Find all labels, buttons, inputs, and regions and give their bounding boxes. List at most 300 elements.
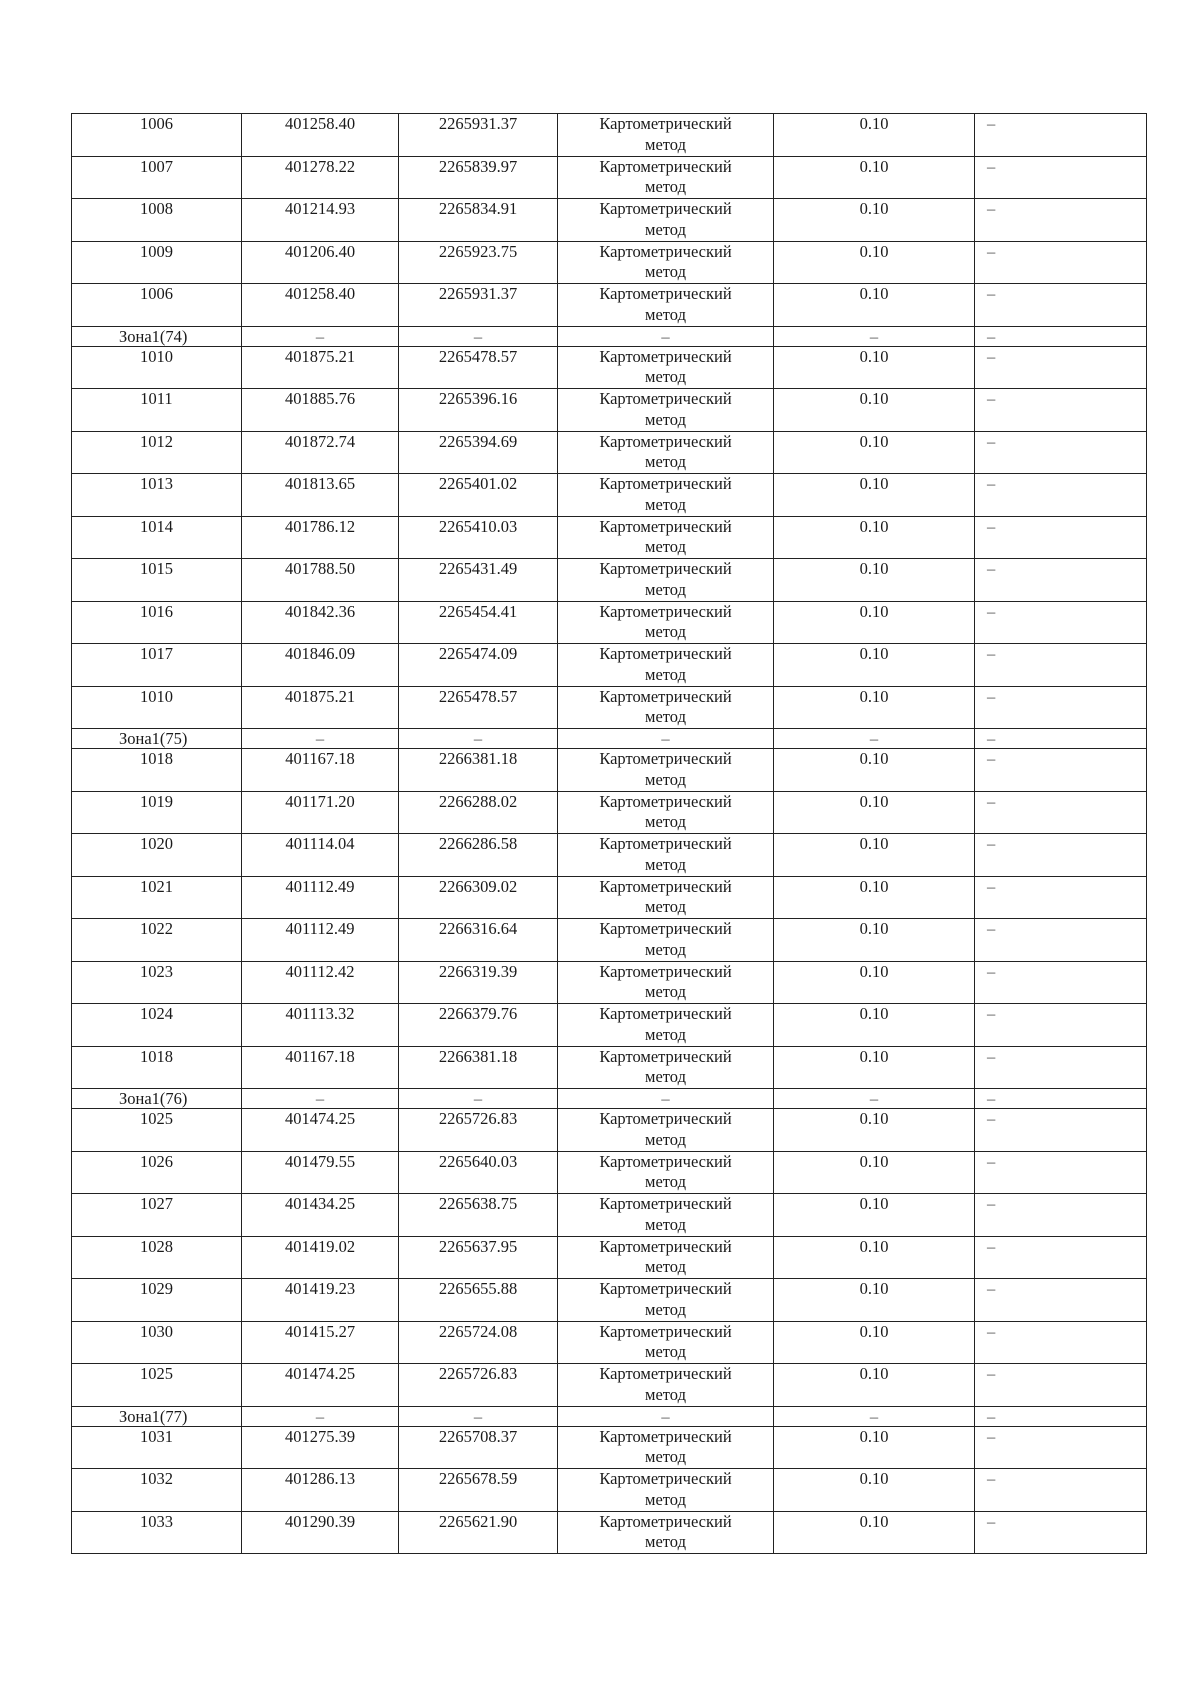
point-id-cell: 1029 <box>72 1279 242 1322</box>
point-id-cell: 1021 <box>72 876 242 919</box>
accuracy-cell: 0.10 <box>774 431 975 474</box>
y-coordinate-cell: 2265621.90 <box>399 1511 558 1554</box>
accuracy-cell: 0.10 <box>774 474 975 517</box>
method-line-1: Картометрический <box>599 791 732 811</box>
y-coordinate-cell: 2266316.64 <box>399 919 558 962</box>
method-line-2: метод <box>645 494 686 514</box>
zone-dash-cell: – <box>242 1406 399 1426</box>
method-line-1: Картометрический <box>599 1109 732 1128</box>
table-row <box>72 791 1147 834</box>
note-cell: – <box>975 1364 1147 1407</box>
zone-dash-cell: – <box>242 1089 399 1109</box>
method-line-2: метод <box>645 304 686 324</box>
note-cell: – <box>975 346 1147 389</box>
method-line-2: метод <box>645 1532 686 1551</box>
note-cell: – <box>975 644 1147 687</box>
method-line-1: Картометрический <box>599 1511 732 1531</box>
x-coordinate-cell: 401113.32 <box>242 1004 399 1047</box>
x-coordinate-cell: 401171.20 <box>242 791 399 834</box>
x-coordinate-cell: 401278.22 <box>242 156 399 199</box>
point-id-cell: 1010 <box>72 686 242 729</box>
y-coordinate-cell: 2265726.83 <box>399 1364 558 1407</box>
y-coordinate-cell: 2265454.41 <box>399 601 558 644</box>
method-line-2: метод <box>645 1489 686 1509</box>
method-line-2: метод <box>645 1067 686 1086</box>
table-row <box>72 516 1147 559</box>
method-line-1: Картометрический <box>599 156 732 176</box>
point-id-cell: 1022 <box>72 919 242 962</box>
point-id-cell: 1006 <box>72 114 242 157</box>
method-line-1: Картометрический <box>599 516 732 536</box>
y-coordinate-cell: 2265396.16 <box>399 389 558 432</box>
x-coordinate-cell: 401788.50 <box>242 559 399 602</box>
table-row <box>72 876 1147 919</box>
note-cell: – <box>975 834 1147 877</box>
method-line-2: метод <box>645 177 686 196</box>
y-coordinate-cell: 2265931.37 <box>399 114 558 157</box>
method-line-1: Картометрический <box>599 1426 732 1446</box>
method-line-2: метод <box>645 897 686 916</box>
method-line-2: метод <box>645 1172 686 1191</box>
method-line-1: Картометрический <box>599 876 732 896</box>
accuracy-cell: 0.10 <box>774 1194 975 1237</box>
x-coordinate-cell: 401167.18 <box>242 749 399 792</box>
accuracy-cell: 0.10 <box>774 876 975 919</box>
accuracy-cell: 0.10 <box>774 114 975 157</box>
x-coordinate-cell: 401275.39 <box>242 1426 399 1469</box>
point-id-cell: 1013 <box>72 474 242 517</box>
method-line-1: Картометрический <box>599 346 732 366</box>
point-id-cell: 1025 <box>72 1364 242 1407</box>
y-coordinate-cell: 2266381.18 <box>399 749 558 792</box>
x-coordinate-cell: 401419.23 <box>242 1279 399 1322</box>
method-line-2: метод <box>645 409 686 429</box>
x-coordinate-cell: 401167.18 <box>242 1046 399 1089</box>
method-cell <box>558 199 774 242</box>
table-row <box>72 1364 1147 1407</box>
y-coordinate-cell: 2265401.02 <box>399 474 558 517</box>
method-cell <box>558 961 774 1004</box>
x-coordinate-cell: 401885.76 <box>242 389 399 432</box>
method-line-1: Картометрический <box>599 114 732 133</box>
method-line-1: Картометрический <box>599 1321 732 1341</box>
y-coordinate-cell: 2265431.49 <box>399 559 558 602</box>
accuracy-cell: 0.10 <box>774 601 975 644</box>
accuracy-cell: 0.10 <box>774 156 975 199</box>
accuracy-cell: 0.10 <box>774 1151 975 1194</box>
accuracy-cell: 0.10 <box>774 686 975 729</box>
method-cell <box>558 1151 774 1194</box>
method-cell <box>558 346 774 389</box>
accuracy-cell: 0.10 <box>774 749 975 792</box>
method-line-2: метод <box>645 134 686 154</box>
zone-dash-cell: – <box>975 326 1147 346</box>
method-line-2: метод <box>645 812 686 831</box>
table-row <box>72 601 1147 644</box>
accuracy-cell: 0.10 <box>774 791 975 834</box>
note-cell: – <box>975 516 1147 559</box>
point-id-cell: 1014 <box>72 516 242 559</box>
method-line-2: метод <box>645 622 686 641</box>
x-coordinate-cell: 401786.12 <box>242 516 399 559</box>
point-id-cell: 1032 <box>72 1469 242 1512</box>
method-line-2: метод <box>645 367 686 386</box>
y-coordinate-cell: 2265923.75 <box>399 241 558 284</box>
x-coordinate-cell: 401114.04 <box>242 834 399 877</box>
note-cell: – <box>975 284 1147 327</box>
zone-header-row <box>72 326 1147 346</box>
accuracy-cell: 0.10 <box>774 1109 975 1152</box>
accuracy-cell: 0.10 <box>774 1364 975 1407</box>
note-cell: – <box>975 199 1147 242</box>
zone-label: Зона1(77) <box>72 1406 242 1426</box>
y-coordinate-cell: 2266288.02 <box>399 791 558 834</box>
zone-dash-cell: – <box>399 729 558 749</box>
table-row <box>72 1151 1147 1194</box>
x-coordinate-cell: 401112.49 <box>242 876 399 919</box>
y-coordinate-cell: 2266319.39 <box>399 961 558 1004</box>
method-line-2: метод <box>645 939 686 959</box>
point-id-cell: 1033 <box>72 1511 242 1554</box>
note-cell: – <box>975 1469 1147 1512</box>
zone-dash-cell: – <box>558 1089 774 1109</box>
accuracy-cell: 0.10 <box>774 199 975 242</box>
x-coordinate-cell: 401434.25 <box>242 1194 399 1237</box>
method-line-1: Картометрический <box>599 1469 732 1488</box>
note-cell: – <box>975 1279 1147 1322</box>
y-coordinate-cell: 2265839.97 <box>399 156 558 199</box>
note-cell: – <box>975 1321 1147 1364</box>
method-cell <box>558 156 774 199</box>
point-id-cell: 1009 <box>72 241 242 284</box>
note-cell: – <box>975 1151 1147 1194</box>
method-line-2: метод <box>645 1384 686 1404</box>
y-coordinate-cell: 2265638.75 <box>399 1194 558 1237</box>
point-id-cell: 1012 <box>72 431 242 474</box>
table-row <box>72 1321 1147 1364</box>
note-cell: – <box>975 601 1147 644</box>
method-cell <box>558 1004 774 1047</box>
zone-dash-cell: – <box>774 729 975 749</box>
note-cell: – <box>975 876 1147 919</box>
x-coordinate-cell: 401474.25 <box>242 1109 399 1152</box>
zone-dash-cell: – <box>242 729 399 749</box>
note-cell: – <box>975 1426 1147 1469</box>
table-row <box>72 1236 1147 1279</box>
point-id-cell: 1026 <box>72 1151 242 1194</box>
zone-dash-cell: – <box>774 1406 975 1426</box>
x-coordinate-cell: 401846.09 <box>242 644 399 687</box>
accuracy-cell: 0.10 <box>774 961 975 1004</box>
method-cell <box>558 1511 774 1554</box>
method-line-2: метод <box>645 1214 686 1234</box>
table-row <box>72 919 1147 962</box>
x-coordinate-cell: 401290.39 <box>242 1511 399 1554</box>
note-cell: – <box>975 919 1147 962</box>
zone-dash-cell: – <box>399 1406 558 1426</box>
method-line-1: Картометрический <box>599 601 732 621</box>
point-id-cell: 1018 <box>72 749 242 792</box>
note-cell: – <box>975 749 1147 792</box>
method-cell <box>558 1236 774 1279</box>
y-coordinate-cell: 2265931.37 <box>399 284 558 327</box>
zone-dash-cell: – <box>558 1406 774 1426</box>
zone-dash-cell: – <box>774 1089 975 1109</box>
zone-label: Зона1(75) <box>72 729 242 749</box>
zone-header-row <box>72 1089 1147 1109</box>
accuracy-cell: 0.10 <box>774 1426 975 1469</box>
coordinates-table-body <box>72 114 1147 1554</box>
accuracy-cell: 0.10 <box>774 1321 975 1364</box>
method-line-2: метод <box>645 982 686 1001</box>
method-line-2: метод <box>645 452 686 471</box>
method-cell <box>558 474 774 517</box>
point-id-cell: 1027 <box>72 1194 242 1237</box>
note-cell: – <box>975 686 1147 729</box>
method-line-1: Картометрический <box>599 1004 732 1023</box>
y-coordinate-cell: 2265655.88 <box>399 1279 558 1322</box>
method-line-2: метод <box>645 664 686 684</box>
method-line-1: Картометрический <box>599 1236 732 1256</box>
table-row <box>72 1279 1147 1322</box>
method-line-1: Картометрический <box>599 241 732 261</box>
zone-header-row <box>72 1406 1147 1426</box>
table-row <box>72 1004 1147 1047</box>
note-cell: – <box>975 1236 1147 1279</box>
table-row <box>72 1469 1147 1512</box>
table-row <box>72 834 1147 877</box>
zone-dash-cell: – <box>558 729 774 749</box>
method-cell <box>558 644 774 687</box>
method-cell <box>558 241 774 284</box>
method-cell <box>558 1321 774 1364</box>
table-row <box>72 1426 1147 1469</box>
zone-dash-cell: – <box>975 729 1147 749</box>
method-cell <box>558 1279 774 1322</box>
accuracy-cell: 0.10 <box>774 919 975 962</box>
accuracy-cell: 0.10 <box>774 1511 975 1554</box>
method-line-1: Картометрический <box>599 961 732 981</box>
method-line-1: Картометрический <box>599 559 732 578</box>
method-line-1: Картометрический <box>599 1194 732 1213</box>
x-coordinate-cell: 401419.02 <box>242 1236 399 1279</box>
accuracy-cell: 0.10 <box>774 559 975 602</box>
zone-dash-cell: – <box>242 326 399 346</box>
y-coordinate-cell: 2265474.09 <box>399 644 558 687</box>
note-cell: – <box>975 156 1147 199</box>
x-coordinate-cell: 401875.21 <box>242 686 399 729</box>
x-coordinate-cell: 401415.27 <box>242 1321 399 1364</box>
point-id-cell: 1008 <box>72 199 242 242</box>
method-cell <box>558 1194 774 1237</box>
x-coordinate-cell: 401872.74 <box>242 431 399 474</box>
method-line-1: Картометрический <box>599 644 732 663</box>
method-line-1: Картометрический <box>599 919 732 938</box>
x-coordinate-cell: 401813.65 <box>242 474 399 517</box>
x-coordinate-cell: 401875.21 <box>242 346 399 389</box>
table-row <box>72 686 1147 729</box>
method-cell <box>558 876 774 919</box>
method-cell <box>558 601 774 644</box>
note-cell: – <box>975 241 1147 284</box>
x-coordinate-cell: 401258.40 <box>242 114 399 157</box>
point-id-cell: 1025 <box>72 1109 242 1152</box>
accuracy-cell: 0.10 <box>774 644 975 687</box>
method-line-2: метод <box>645 262 686 281</box>
x-coordinate-cell: 401258.40 <box>242 284 399 327</box>
note-cell: – <box>975 1109 1147 1152</box>
method-line-1: Картометрический <box>599 686 732 706</box>
method-cell <box>558 559 774 602</box>
point-id-cell: 1007 <box>72 156 242 199</box>
accuracy-cell: 0.10 <box>774 1279 975 1322</box>
zone-dash-cell: – <box>975 1089 1147 1109</box>
zone-dash-cell: – <box>774 326 975 346</box>
note-cell: – <box>975 389 1147 432</box>
point-id-cell: 1015 <box>72 559 242 602</box>
y-coordinate-cell: 2266309.02 <box>399 876 558 919</box>
table-row <box>72 156 1147 199</box>
y-coordinate-cell: 2265708.37 <box>399 1426 558 1469</box>
table-row <box>72 749 1147 792</box>
zone-dash-cell: – <box>399 326 558 346</box>
table-row <box>72 284 1147 327</box>
method-cell <box>558 791 774 834</box>
accuracy-cell: 0.10 <box>774 389 975 432</box>
method-cell <box>558 1426 774 1469</box>
point-id-cell: 1028 <box>72 1236 242 1279</box>
method-cell <box>558 1469 774 1512</box>
method-line-2: метод <box>645 707 686 726</box>
y-coordinate-cell: 2265640.03 <box>399 1151 558 1194</box>
accuracy-cell: 0.10 <box>774 1004 975 1047</box>
note-cell: – <box>975 474 1147 517</box>
point-id-cell: 1006 <box>72 284 242 327</box>
zone-dash-cell: – <box>975 1406 1147 1426</box>
point-id-cell: 1031 <box>72 1426 242 1469</box>
method-line-1: Картометрический <box>599 1151 732 1171</box>
table-row <box>72 644 1147 687</box>
x-coordinate-cell: 401112.49 <box>242 919 399 962</box>
method-line-1: Картометрический <box>599 199 732 218</box>
y-coordinate-cell: 2265478.57 <box>399 686 558 729</box>
accuracy-cell: 0.10 <box>774 346 975 389</box>
method-cell <box>558 1046 774 1089</box>
coordinates-table <box>71 113 1147 1554</box>
method-line-2: метод <box>645 1447 686 1466</box>
method-cell <box>558 114 774 157</box>
y-coordinate-cell: 2265478.57 <box>399 346 558 389</box>
table-row <box>72 389 1147 432</box>
method-line-2: метод <box>645 219 686 239</box>
method-cell <box>558 431 774 474</box>
note-cell: – <box>975 114 1147 157</box>
zone-dash-cell: – <box>399 1089 558 1109</box>
point-id-cell: 1016 <box>72 601 242 644</box>
y-coordinate-cell: 2265724.08 <box>399 1321 558 1364</box>
table-row <box>72 346 1147 389</box>
y-coordinate-cell: 2265678.59 <box>399 1469 558 1512</box>
table-row <box>72 1511 1147 1554</box>
x-coordinate-cell: 401286.13 <box>242 1469 399 1512</box>
x-coordinate-cell: 401206.40 <box>242 241 399 284</box>
y-coordinate-cell: 2265726.83 <box>399 1109 558 1152</box>
y-coordinate-cell: 2265834.91 <box>399 199 558 242</box>
table-row <box>72 559 1147 602</box>
method-line-1: Картометрический <box>599 284 732 303</box>
zone-label: Зона1(76) <box>72 1089 242 1109</box>
table-row <box>72 431 1147 474</box>
point-id-cell: 1023 <box>72 961 242 1004</box>
method-cell <box>558 389 774 432</box>
note-cell: – <box>975 559 1147 602</box>
x-coordinate-cell: 401842.36 <box>242 601 399 644</box>
method-line-2: метод <box>645 537 686 556</box>
method-cell <box>558 284 774 327</box>
method-line-1: Картометрический <box>599 431 732 451</box>
note-cell: – <box>975 431 1147 474</box>
table-row <box>72 1194 1147 1237</box>
method-cell <box>558 919 774 962</box>
note-cell: – <box>975 961 1147 1004</box>
accuracy-cell: 0.10 <box>774 284 975 327</box>
x-coordinate-cell: 401474.25 <box>242 1364 399 1407</box>
method-line-2: метод <box>645 854 686 874</box>
point-id-cell: 1011 <box>72 389 242 432</box>
point-id-cell: 1010 <box>72 346 242 389</box>
y-coordinate-cell: 2265410.03 <box>399 516 558 559</box>
point-id-cell: 1019 <box>72 791 242 834</box>
x-coordinate-cell: 401479.55 <box>242 1151 399 1194</box>
point-id-cell: 1020 <box>72 834 242 877</box>
table-row <box>72 474 1147 517</box>
table-row <box>72 114 1147 157</box>
note-cell: – <box>975 1511 1147 1554</box>
zone-dash-cell: – <box>558 326 774 346</box>
accuracy-cell: 0.10 <box>774 516 975 559</box>
method-line-2: метод <box>645 1299 686 1319</box>
zone-header-row <box>72 729 1147 749</box>
zone-label: Зона1(74) <box>72 326 242 346</box>
point-id-cell: 1024 <box>72 1004 242 1047</box>
method-line-1: Картометрический <box>599 834 732 853</box>
note-cell: – <box>975 1194 1147 1237</box>
method-cell <box>558 1109 774 1152</box>
note-cell: – <box>975 791 1147 834</box>
x-coordinate-cell: 401112.42 <box>242 961 399 1004</box>
method-cell <box>558 749 774 792</box>
y-coordinate-cell: 2265637.95 <box>399 1236 558 1279</box>
method-cell <box>558 686 774 729</box>
note-cell: – <box>975 1004 1147 1047</box>
table-row <box>72 1046 1147 1089</box>
table-row <box>72 199 1147 242</box>
accuracy-cell: 0.10 <box>774 1236 975 1279</box>
table-row <box>72 961 1147 1004</box>
method-line-1: Картометрический <box>599 749 732 768</box>
method-line-1: Картометрический <box>599 1279 732 1298</box>
method-line-2: метод <box>645 1024 686 1044</box>
method-line-2: метод <box>645 769 686 789</box>
point-id-cell: 1018 <box>72 1046 242 1089</box>
y-coordinate-cell: 2265394.69 <box>399 431 558 474</box>
method-line-2: метод <box>645 1129 686 1149</box>
accuracy-cell: 0.10 <box>774 834 975 877</box>
method-line-1: Картометрический <box>599 1364 732 1383</box>
x-coordinate-cell: 401214.93 <box>242 199 399 242</box>
y-coordinate-cell: 2266286.58 <box>399 834 558 877</box>
table-row <box>72 1109 1147 1152</box>
